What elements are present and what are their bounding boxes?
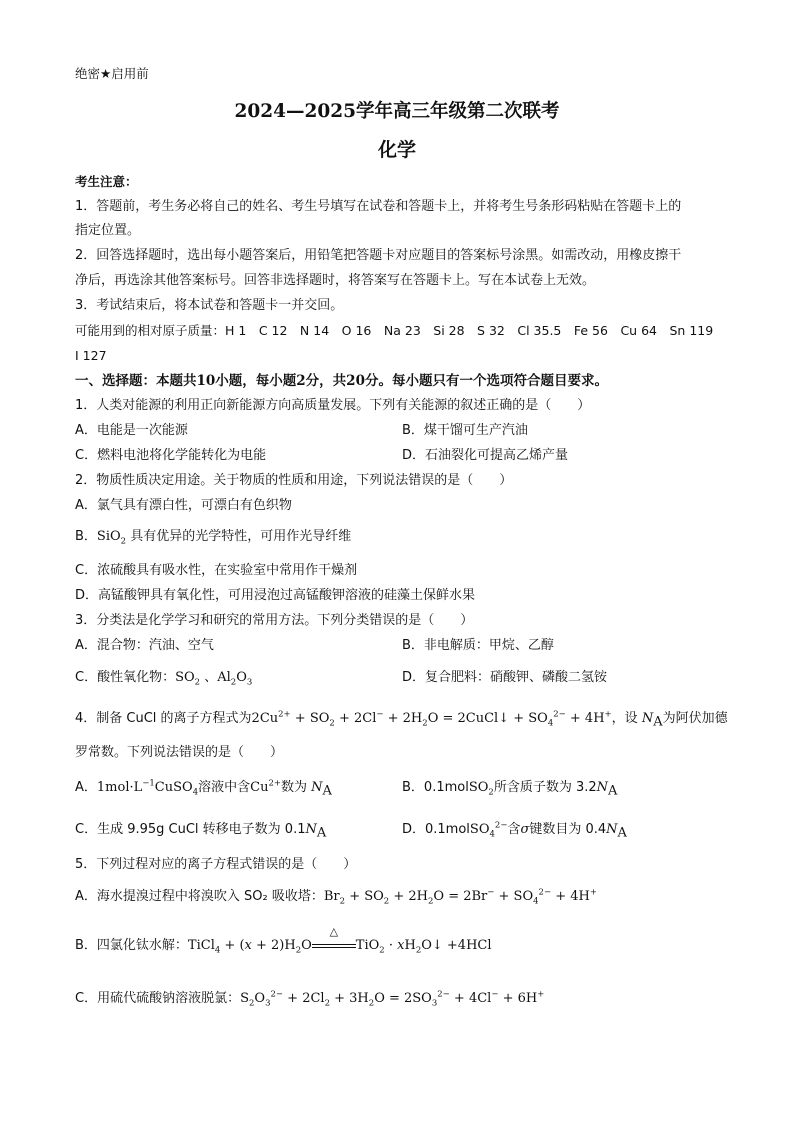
question-5-option-a: A．海水提溴过程中将溴吹入 SO₂ 吸收塔：$Br_2 + SO_2 + 2H_2O = 2Br^- + SO_4^{2-} + 4H^+$	[75, 887, 597, 907]
question-2-option-c: C．浓硫酸具有吸水性，在实验室中常用作干燥剂	[75, 563, 358, 578]
question-3-option-a: A．混合物：汽油、空气	[75, 638, 214, 653]
question-3-option-c: C．酸性氧化物：$SO_2$ 、$Al_2O_3$	[75, 670, 253, 688]
question-1-option-b: B．煤干馏可生产汽油	[402, 423, 528, 438]
question-4-option-c: C．生成 9.95g CuCl 转移电子数为 $0.1N_A$	[75, 822, 327, 841]
question-3-option-b: B．非电解质：甲烷、乙醇	[402, 638, 554, 653]
question-4-stem-cont: 罗常数。下列说法错误的是（ ）	[75, 745, 284, 760]
cucl-equation: $2Cu^{2+} + SO_2 + 2Cl^- + 2H_2O$ = 2CuCl↓ + $SO_4^{2-} + 4H^+$	[251, 709, 612, 729]
confidential-label: 绝密★启用前	[75, 66, 149, 81]
question-5-option-c: C．用硫代硫酸钠溶液脱氯：$S_2O_3^{2-} + 2Cl_2 + 3H_2O = 2SO_3^{2-} + 4Cl^- + 6H^+$	[75, 989, 545, 1009]
question-1-stem: 1．人类对能源的利用正向新能源方向高质量发展。下列有关能源的叙述正确的是（ ）	[75, 398, 591, 413]
question-1-option-d: D．石油裂化可提高乙烯产量	[402, 448, 569, 463]
question-4-option-d: D．0.1molSO$_4^{2-}$含σ键数目为 $0.4N_A$	[402, 820, 627, 841]
section-heading: 一、选择题：本题共10小题，每小题2分，共20分。每小题只有一个选项符合题目要求。	[75, 373, 608, 389]
subject-title: 化学	[377, 139, 416, 161]
question-4-option-b: B．0.1molSO$_2$所含质子数为 $3.2N_A$	[402, 780, 618, 799]
atomic-masses: 可能用到的相对原子质量：H 1 C 12 N 14 O 16 Na 23 Si 28 S 32 Cl 35.5 Fe 56 Cu 64 Sn 119	[75, 323, 714, 338]
question-2-option-d: D．高锰酸钾具有氧化性，可用浸泡过高锰酸钾溶液的硅藻土保鲜水果	[75, 588, 476, 603]
notice-item-1: 1．答题前，考生务必将自己的姓名、考生号填写在试卷和答题卡上，并将考生号条形码粘贴在答题卡上的	[75, 199, 682, 214]
question-2-option-a: A．氯气具有漂白性，可漂白有色织物	[75, 498, 292, 513]
question-3-stem: 3．分类法是化学学习和研究的常用方法。下列分类错误的是（ ）	[75, 613, 474, 628]
question-3-option-d: D．复合肥料：硝酸钾、磷酸二氢铵	[402, 670, 608, 685]
question-4-option-a: A．$1mol\cdot L^{-1}CuSO_4$溶液中含$Cu^{2+}$数为 $N_A$	[75, 778, 332, 799]
question-2-option-b: B．SiO$_2$ 具有优异的光学特性，可用作光导纤维	[75, 529, 352, 547]
notice-item-2-cont: 净后，再选涂其他答案标号。回答非选择题时，将答案写在答题卡上。写在本试卷上无效。	[75, 273, 596, 288]
notice-item-1-cont: 指定位置。	[75, 223, 141, 238]
question-1-option-c: C．燃料电池将化学能转化为电能	[75, 448, 267, 463]
notice-item-3: 3．考试结束后，将本试卷和答题卡一并交回。	[75, 298, 344, 313]
question-5-option-b: B．四氯化钛水解：TiCl$_4$ + $(x + 2)H_2O$ △ $TiO_2 \cdot xH_2O↓ +4HCl$	[75, 925, 492, 956]
atomic-masses-cont: I 127	[75, 348, 107, 363]
question-1-option-a: A．电能是一次能源	[75, 423, 188, 438]
question-5-stem: 5．下列过程对应的离子方程式错误的是（ ）	[75, 857, 357, 872]
exam-title: 2024—2025学年高三年级第二次联考	[234, 101, 560, 122]
question-4-stem: 4．制备 CuCl 的离子方程式为$2Cu^{2+} + SO_2 + 2Cl^- + 2H_2O$ = 2CuCl↓ + $SO_4^{2-} + 4H^+$，设 $N_A$为阿伏加德	[75, 709, 728, 730]
notice-item-2: 2．回答选择题时，选出每小题答案后，用铅笔把答题卡对应题目的答案标号涂黑。如需改动，用橡皮擦干	[75, 248, 682, 263]
question-2-stem: 2．物质性质决定用途。关于物质的性质和用途，下列说法错误的是（ ）	[75, 473, 513, 488]
notice-heading: 考生注意：	[75, 174, 138, 189]
